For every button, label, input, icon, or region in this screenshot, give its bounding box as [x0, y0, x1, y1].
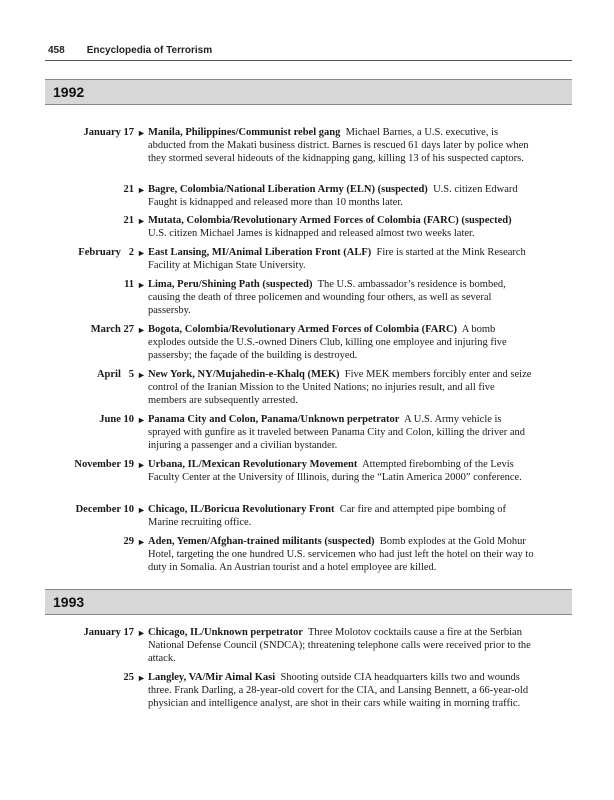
entry-date: 29 [123, 536, 134, 547]
entry-place: Aden, Yemen/Afghan-trained militants (suspected) [148, 536, 375, 547]
entry-date: April 5 [96, 369, 134, 380]
arrow-icon: ► [137, 415, 146, 425]
entry-body [148, 183, 534, 209]
arrow-icon: ► [137, 370, 146, 380]
arrow-icon: ► [137, 185, 146, 195]
entry-place: Panama City and Colon, Panama/Unknown perpetrator [148, 414, 400, 425]
entry-body [148, 671, 534, 710]
book-title: Encyclopedia of Terrorism [86, 45, 213, 56]
entry-text: Bomb explodes at the Gold Mohur Hotel, targeting the one hundred U.S. servicemen who had just left the hotel on their way to duty in Somalia. An Austrian tourist and a hotel employee are killed. [148, 536, 534, 573]
entry-body [148, 126, 534, 165]
arrow-icon: ► [137, 248, 146, 258]
entry-text: Three Molotov cocktails cause a fire at the Serbian National Defense Council (SNDCA); threatening telephone calls were received prior to the attack. [148, 627, 531, 664]
entry-body [148, 413, 534, 452]
entry-text: U.S. citizen Michael James is kidnapped and released almost two weeks later. [148, 228, 475, 239]
entry-place: Bagre, Colombia/National Liberation Army (ELN) (suspected) [148, 184, 428, 195]
entry-place: New York, NY/Mujahedin-e-Khalq (MEK) [148, 369, 340, 380]
arrow-icon: ► [137, 460, 146, 470]
entry-date: 25 [123, 672, 134, 683]
running-head [48, 45, 212, 56]
entry-date: June 10 [99, 414, 134, 425]
entry-text: Shooting outside CIA headquarters kills two and wounds three. Frank Darling, a 28-year-old covert for the CIA, and Lansing Bennett, a 66-year-old physician and intelligence analyst, are shot in their cars while waiting in morning traffic. [148, 672, 529, 709]
entry-body [148, 214, 534, 240]
entry-text: U.S. citizen Edward Faught is kidnapped and released more than 10 months later. [148, 184, 518, 208]
year-heading: 1992 [53, 84, 85, 100]
year-bar-1993 [45, 589, 572, 615]
entry-date: January 17 [83, 127, 134, 138]
entry-body [148, 368, 534, 407]
entry-place: Bogota, Colombia/Revolutionary Armed Forces of Colombia (FARC) [148, 324, 458, 335]
entry-date: 11 [124, 279, 134, 290]
entry-text: Michael Barnes, a U.S. executive, is abducted from the Makati business district. Barnes is rescued 61 days later by police when they stormed several hideouts of the kidnapping gang, killing 13 of his suspected captors. [148, 127, 529, 164]
entry-place: Lima, Peru/Shining Path (suspected) [148, 279, 313, 290]
entry-place: Chicago, IL/Boricua Revolutionary Front [148, 504, 335, 515]
entry-text: Attempted firebombing of the Levis Faculty Center at the University of Illinois, during the “Latin America 2000” conference. [148, 459, 522, 483]
entry-body [148, 458, 534, 484]
entry-date: January 17 [83, 627, 134, 638]
entry-date: February 2 [78, 247, 134, 258]
entry-body [148, 535, 534, 574]
entry-date: March 27 [90, 324, 134, 335]
entry-text: Five MEK members forcibly enter and seize control of the Iranian Mission to the United Nations; no injuries result, and all five members are subsequently arrested. [148, 369, 532, 406]
arrow-icon: ► [137, 673, 146, 683]
arrow-icon: ► [137, 505, 146, 515]
entry-place: Mutata, Colombia/Revolutionary Armed Forces of Colombia (FARC) (suspected) [148, 215, 512, 226]
arrow-icon: ► [137, 628, 146, 638]
entry-date: 21 [123, 215, 134, 226]
entry-body [148, 626, 534, 665]
entry-date: December 10 [75, 504, 134, 515]
entry-body [148, 503, 534, 529]
entry-body [148, 323, 534, 362]
entry-date: 21 [123, 184, 134, 195]
header-rule [45, 60, 572, 61]
entry-place: Langley, VA/Mir Aimal Kasi [148, 672, 276, 683]
arrow-icon: ► [137, 280, 146, 290]
arrow-icon: ► [137, 537, 146, 547]
arrow-icon: ► [137, 325, 146, 335]
entry-text: The U.S. ambassador’s residence is bombed, causing the death of three policemen and wounding four others, as well as several passersby. [148, 279, 506, 316]
page-number: 458 [48, 45, 65, 56]
entry-body [148, 246, 534, 272]
entry-text: Fire is started at the Mink Research Facility at Michigan State University. [148, 247, 526, 271]
entry-text: A U.S. Army vehicle is sprayed with gunfire as it traveled between Panama City and Colon, killing the driver and injuring a passenger and a civilian bystander. [148, 414, 526, 451]
entry-place: Manila, Philippines/Communist rebel gang [148, 127, 341, 138]
year-bar-1992 [45, 79, 572, 105]
entry-place: East Lansing, MI/Animal Liberation Front (ALF) [148, 247, 372, 258]
entry-text: Car fire and attempted pipe bombing of Marine recruiting office. [148, 504, 506, 528]
entry-date: November 19 [74, 459, 134, 470]
entry-place: Chicago, IL/Unknown perpetrator [148, 627, 303, 638]
arrow-icon: ► [137, 128, 146, 138]
entry-body [148, 278, 534, 317]
entry-text: A bomb explodes outside the U.S.-owned Diners Club, killing one employee and injuring five passersby; the façade of the building is destroyed. [148, 324, 507, 361]
year-heading: 1993 [53, 594, 85, 610]
entry-place: Urbana, IL/Mexican Revolutionary Movement [148, 459, 358, 470]
arrow-icon: ► [137, 216, 146, 226]
